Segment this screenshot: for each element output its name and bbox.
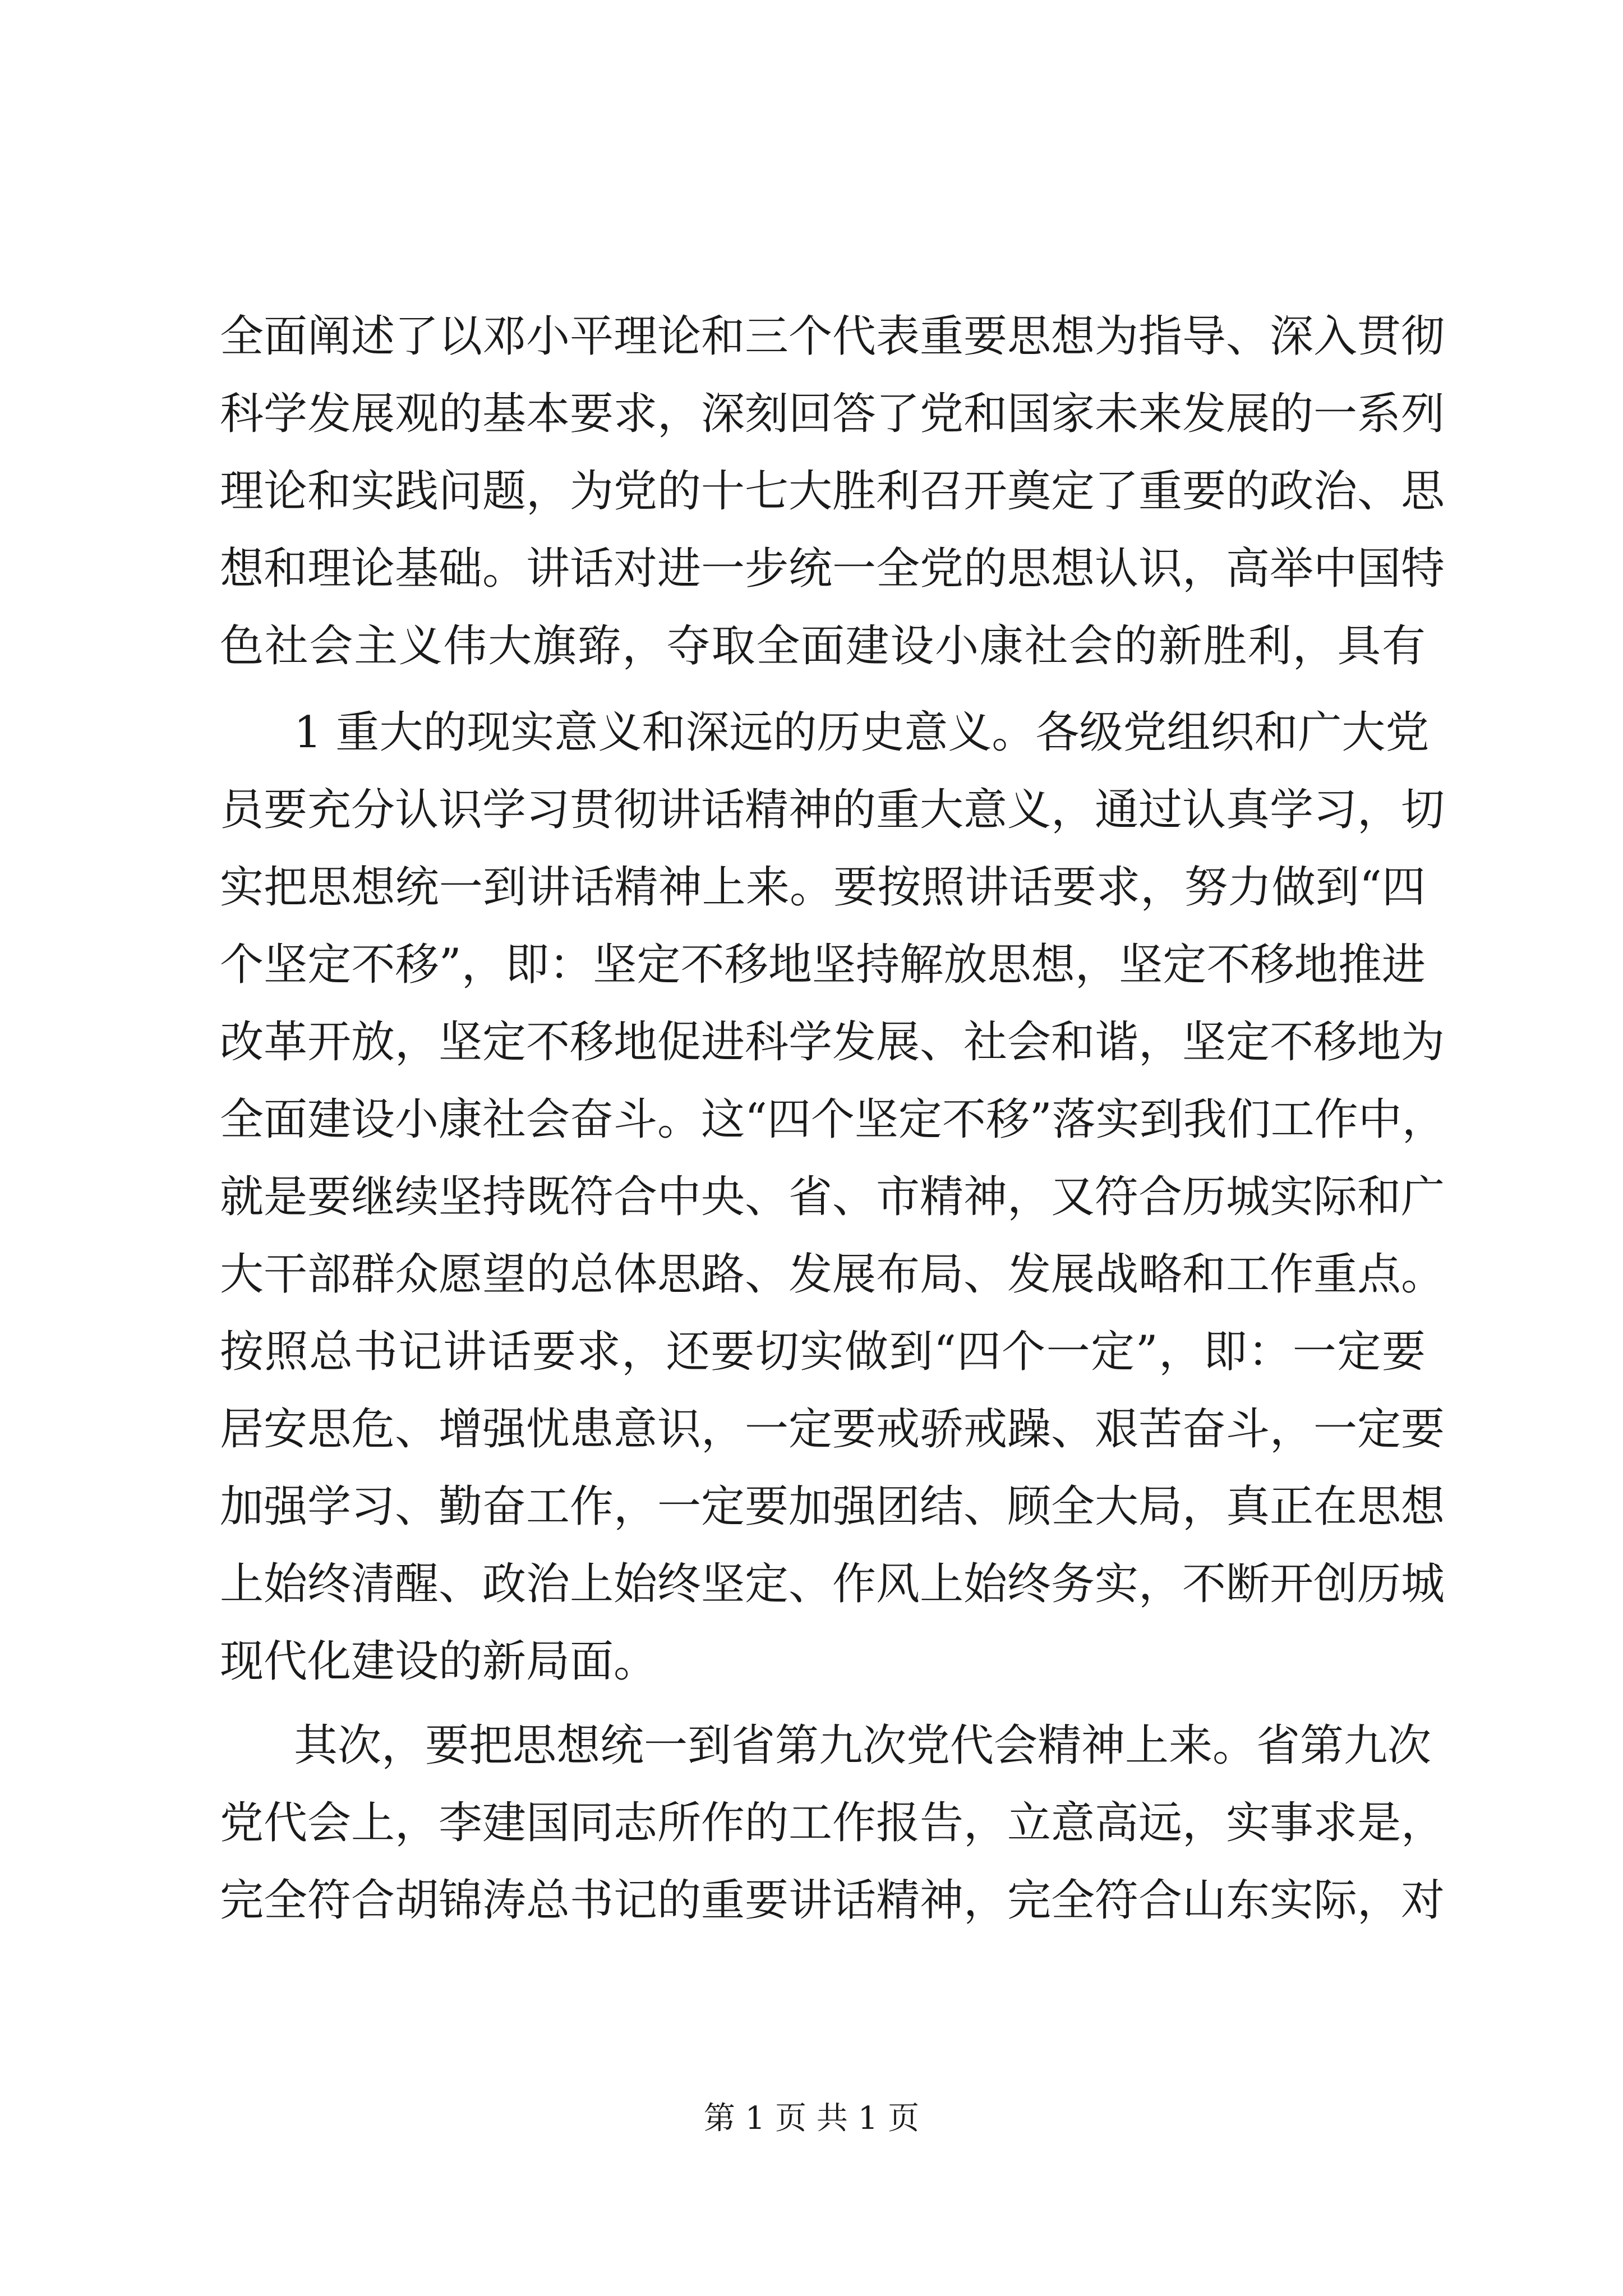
text-line: 完全符合胡锦涛总书记的重要讲话精神，完全符合山东实际，对 bbox=[220, 1875, 1445, 1926]
text-line: 科学发展观的基本要求，深刻回答了党和国家未来发展的一系列 bbox=[220, 389, 1445, 439]
text-line: 1 重大的现实意义和深远的历史意义。各级党组织和广大党 bbox=[294, 707, 1430, 758]
text-line: 理论和实践问题，为党的十七大胜利召开奠定了重要的政治、思 bbox=[220, 466, 1445, 517]
text-line: 色社会主义伟大旗臶，夺取全面建设小康社会的新胜利，具有 bbox=[220, 621, 1426, 671]
text-line: 就是要继续坚持既符合中央、省、市精神，又符合历城实际和广 bbox=[220, 1172, 1445, 1222]
page-footer: 第 1 页 共 1 页 bbox=[703, 2100, 920, 2137]
text-line: 党代会上，李建国同志所作的工作报告，立意高远，实事求是， bbox=[220, 1798, 1445, 1848]
text-line: 加强学习、勤奋工作，一定要加强团结、顾全大局，真正在思想 bbox=[220, 1481, 1445, 1532]
text-line: 员要充分认识学习贯彻讲话精神的重大意义，通过认真学习，切 bbox=[220, 785, 1445, 835]
text-line: 现代化建设的新局面。 bbox=[220, 1636, 658, 1687]
text-line: 实把思想统一到讲话精神上来。要按照讲话要求，努力做到“四 bbox=[220, 862, 1426, 913]
text-line: 改革开放，坚定不移地促进科学发展、社会和谐，坚定不移地为 bbox=[220, 1017, 1445, 1068]
text-line: 大干部群众愿望的总体思路、发展布局、发展战略和工作重点。 bbox=[220, 1249, 1445, 1300]
text-line: 想和理论基础。讲话对进一步统一全党的思想认识，高举中国特 bbox=[220, 544, 1445, 594]
text-line: 个坚定不移”，即：坚定不移地坚持解放思想，坚定不移地推进 bbox=[220, 940, 1426, 990]
text-line: 居安思危、增强忧患意识，一定要戒骄戒躁、艰苦奋斗，一定要 bbox=[220, 1404, 1445, 1455]
text-line: 其次，要把思想统一到省第九次党代会精神上来。省第九次 bbox=[294, 1720, 1432, 1771]
text-line: 上始终清醒、政治上始终坚定、作风上始终务实，不断开创历城 bbox=[220, 1559, 1445, 1609]
text-line: 全面阐述了以邓小平理论和三个代表重要思想为指导、深入贯彻 bbox=[220, 311, 1445, 362]
text-line: 按照总书记讲话要求，还要切实做到“四个一定”，即：一定要 bbox=[220, 1327, 1426, 1377]
text-line: 全面建设小康社会奋斗。这“四个坚定不移”落实到我们工作中， bbox=[220, 1094, 1446, 1145]
